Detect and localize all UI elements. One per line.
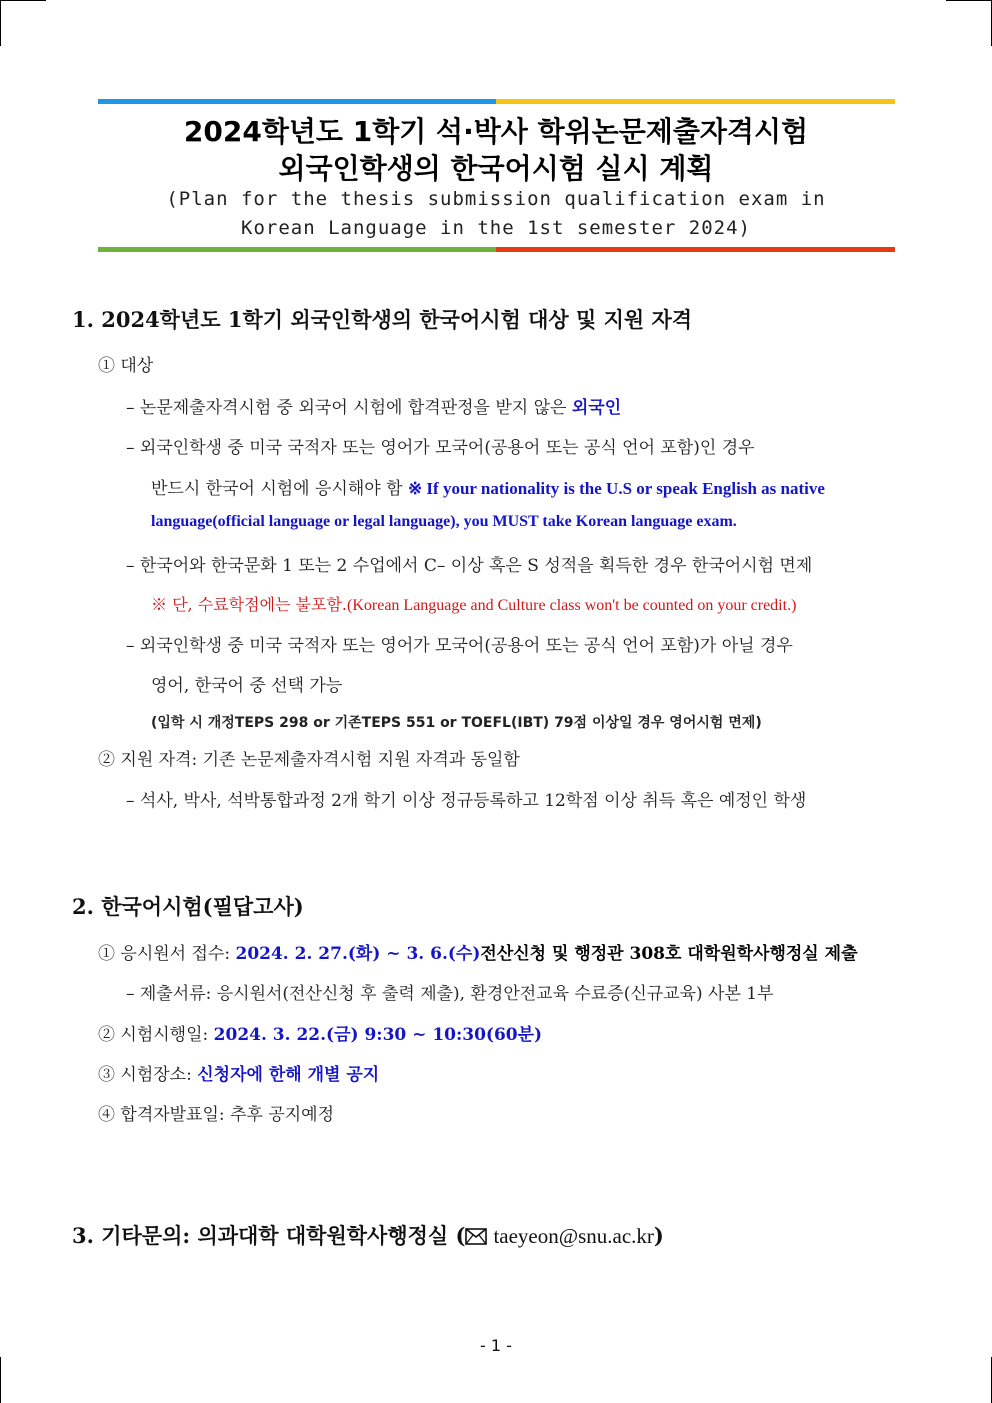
section2-item3 <box>98 1060 379 1085</box>
item1-rest: 전산신청 및 행정관 308호 대학원학사행정실 제출 <box>480 944 858 964</box>
item3-label: ③ 시험장소: <box>98 1065 198 1085</box>
section3-heading-prefix: 3. 기타문의: 의과대학 대학원학사행정실 ( <box>72 1223 466 1248</box>
section1-item1: ① 대상 <box>98 356 154 376</box>
bullet2-english-2: language(official language or legal language), you MUST take Korean language exam. <box>151 513 737 530</box>
bullet3-note-ko: ※ 단, 수료학점에는 불포함. <box>151 595 347 614</box>
section2-item1-bullet: – 제출서류: 응시원서(전산신청 후 출력 제출), 환경안전교육 수료증(신규교육) 사본 1부 <box>126 984 774 1004</box>
page-number: - 1 - <box>480 1336 512 1355</box>
bullet2-text: 반드시 한국어 시험에 응시해야 함 <box>151 479 408 499</box>
bottom-bar-red <box>496 247 895 252</box>
section1-bullet3-line1: – 한국어와 한국문화 1 또는 2 수업에서 C– 이상 혹은 S 성적을 획득한 경우 한국어시험 면제 <box>126 556 813 576</box>
subtitle-line1: (Plan for the thesis submission qualification exam in <box>166 188 826 210</box>
bullet1-highlight: 외국인 <box>571 398 622 418</box>
crop-mark-bl-v <box>0 1357 1 1403</box>
page-title-line1: 2024학년도 1학기 석·박사 학위논문제출자격시험 <box>183 115 809 148</box>
envelope-icon <box>465 1225 487 1250</box>
bullet2-english-1: ※ If your nationality is the U.S or speak English as native <box>407 479 825 498</box>
crop-mark-tl-v <box>0 0 1 46</box>
section1-bullet1 <box>126 393 621 418</box>
bullet3-note-en: (Korean Language and Culture class won't be counted on your credit.) <box>347 597 797 614</box>
top-bar-blue <box>98 99 496 104</box>
section2-item4: ④ 합격자발표일: 추후 공지예정 <box>98 1105 335 1125</box>
subtitle-line2: Korean Language in the 1st semester 2024) <box>241 217 751 239</box>
section1-bullet4-line2: 영어, 한국어 중 선택 가능 <box>151 676 343 696</box>
bottom-bar-green <box>98 247 496 252</box>
section1-heading: 1. 2024학년도 1학기 외국인학생의 한국어시험 대상 및 지원 자격 <box>72 307 693 332</box>
item3-value: 신청자에 한해 개별 공지 <box>197 1065 380 1085</box>
section1-item2-bullet: – 석사, 박사, 석박통합과정 2개 학기 이상 정규등록하고 12학점 이상 취득 혹은 예정인 학생 <box>126 791 807 811</box>
section1-bullet4-line1: – 외국인학생 중 미국 국적자 또는 영어가 모국어(공용어 또는 공식 언어 포함)가 아닐 경우 <box>126 636 793 656</box>
item2-value: 2024. 3. 22.(금) 9:30 ~ 10:30(60분) <box>213 1025 543 1045</box>
crop-mark-tl-h <box>0 0 46 1</box>
page-title-line2: 외국인학생의 한국어시험 실시 계획 <box>278 152 714 185</box>
section1-bullet2-line1: – 외국인학생 중 미국 국적자 또는 영어가 모국어(공용어 또는 공식 언어 포함)인 경우 <box>126 438 755 458</box>
item1-date: 2024. 2. 27.(화) ~ 3. 6.(수) <box>235 944 481 964</box>
item1-label: ① 응시원서 접수: <box>98 944 236 964</box>
item2-label: ② 시험시행일: <box>98 1025 214 1045</box>
section2-item1 <box>98 939 858 964</box>
section2-item2 <box>98 1020 542 1045</box>
crop-mark-tr-h <box>946 0 992 1</box>
section2-heading: 2. 한국어시험(필답고사) <box>72 894 304 919</box>
top-bar-yellow <box>496 99 895 104</box>
contact-email[interactable]: taeyeon@snu.ac.kr <box>493 1224 654 1248</box>
bullet1-text: – 논문제출자격시험 중 외국어 시험에 합격판정을 받지 않은 <box>126 398 572 418</box>
section3-heading-suffix: ) <box>653 1223 664 1248</box>
section3-heading <box>72 1220 664 1250</box>
section1-bullet3-note <box>151 592 796 615</box>
section1-bullet4-note: (입학 시 개정TEPS 298 or 기존TEPS 551 or TOEFL(IBT) 79점 이상일 경우 영어시험 면제) <box>151 715 762 731</box>
section1-item2: ② 지원 자격: 기존 논문제출자격시험 지원 자격과 동일함 <box>98 750 520 770</box>
section1-bullet2-line2 <box>151 474 825 499</box>
